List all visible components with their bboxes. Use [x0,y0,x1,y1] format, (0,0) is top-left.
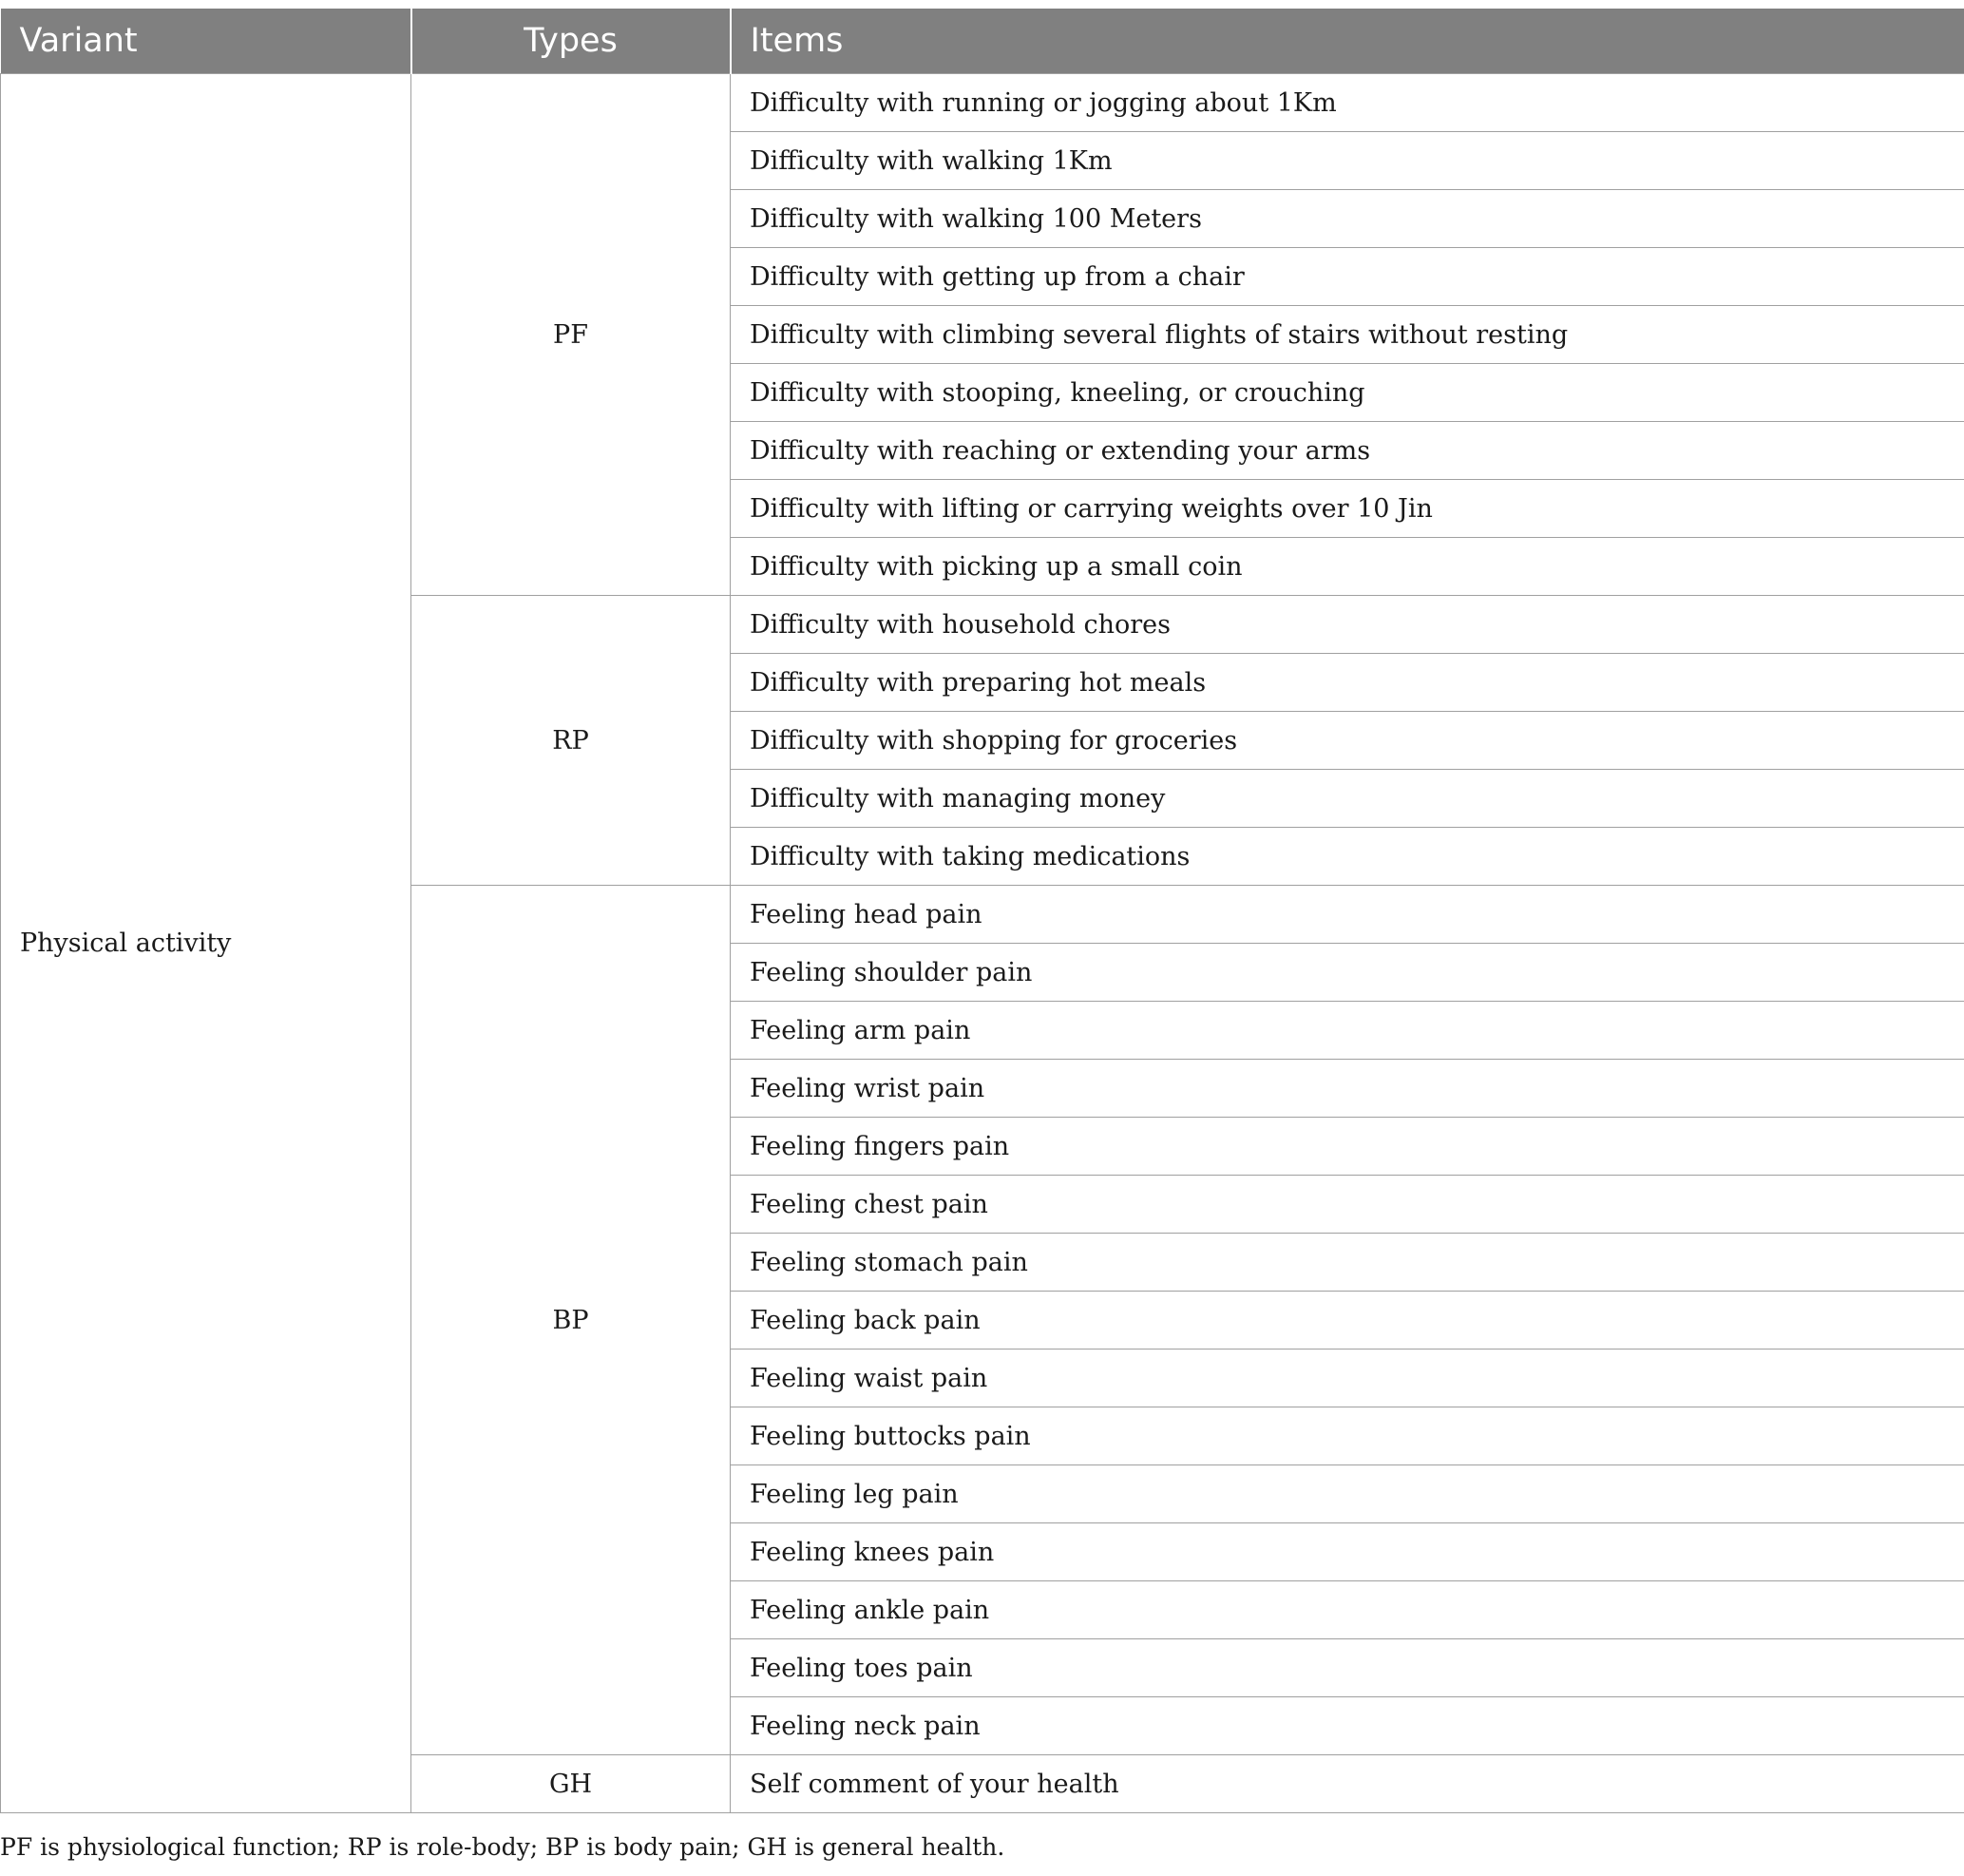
header-types: Types [411,9,731,74]
table-footnote: PF is physiological function; RP is role-body; BP is body pain; GH is general health. [0,1833,1005,1861]
header-items: Items [731,9,1964,74]
item-cell: Feeling arm pain [731,1002,1964,1060]
item-cell: Difficulty with picking up a small coin [731,538,1964,596]
item-cell: Feeling fingers pain [731,1118,1964,1176]
item-cell: Difficulty with running or jogging about 1Km [731,74,1964,132]
header-row [1,9,1964,74]
item-cell: Difficulty with taking medications [731,828,1964,886]
table-row [1,74,1964,132]
item-cell: Feeling knees pain [731,1523,1964,1581]
item-cell: Difficulty with lifting or carrying weights over 10 Jin [731,480,1964,538]
item-cell: Feeling head pain [731,886,1964,944]
item-cell: Difficulty with walking 1Km [731,132,1964,190]
item-cell: Feeling shoulder pain [731,944,1964,1002]
item-cell: Feeling buttocks pain [731,1407,1964,1465]
item-cell: Feeling leg pain [731,1465,1964,1523]
item-cell: Difficulty with household chores [731,596,1964,654]
table-body [1,74,1964,1813]
item-cell: Feeling toes pain [731,1639,1964,1697]
item-cell: Feeling back pain [731,1292,1964,1350]
item-cell: Difficulty with getting up from a chair [731,248,1964,306]
table-container [0,9,1964,1813]
item-cell: Self comment of your health [731,1755,1964,1813]
item-cell: Feeling waist pain [731,1350,1964,1407]
type-cell: RP [411,596,731,886]
item-cell: Feeling stomach pain [731,1234,1964,1292]
item-cell: Difficulty with walking 100 Meters [731,190,1964,248]
item-cell: Feeling neck pain [731,1697,1964,1755]
type-cell: PF [411,74,731,596]
item-cell: Difficulty with stooping, kneeling, or crouching [731,364,1964,422]
item-cell: Feeling chest pain [731,1176,1964,1234]
header-variant: Variant [1,9,411,74]
item-cell: Difficulty with preparing hot meals [731,654,1964,712]
type-cell: BP [411,886,731,1755]
item-cell: Difficulty with climbing several flights of stairs without resting [731,306,1964,364]
table-header [1,9,1964,74]
item-cell: Feeling wrist pain [731,1060,1964,1118]
type-cell: GH [411,1755,731,1813]
variant-cell: Physical activity [1,74,411,1813]
item-cell: Difficulty with shopping for groceries [731,712,1964,770]
item-cell: Feeling ankle pain [731,1581,1964,1639]
item-cell: Difficulty with managing money [731,770,1964,828]
item-cell: Difficulty with reaching or extending your arms [731,422,1964,480]
items-table [0,9,1964,1813]
